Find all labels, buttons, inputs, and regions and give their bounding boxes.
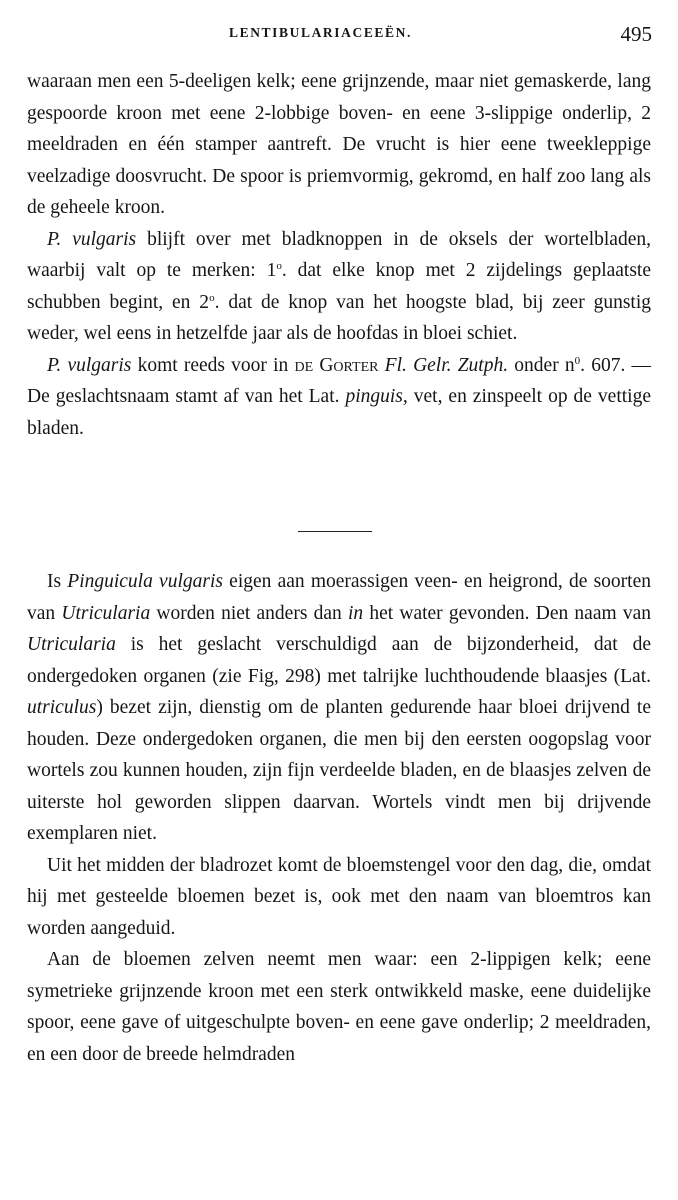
author-name: de Gorter (294, 354, 379, 376)
latin-word: utriculus (27, 697, 97, 718)
paragraph-3-text: onder n (508, 354, 575, 376)
genus-name: Utricularia (27, 634, 116, 655)
italic-word: in (347, 602, 364, 624)
paragraph-2-text: . dat de knop van het hoogste blad, bij zeer gunstig weder, wel eens in hetzelfde jaar als de hoofdas in bloei schiet. (27, 291, 651, 344)
paragraph-4-text: eigen aan moerassigen veen- en heigrond, de soorten van (27, 571, 651, 624)
paragraph-3-text: vet, en zinspeelt op de vettige bladen. (27, 386, 651, 439)
page-header (0, 22, 678, 46)
species-name: P. vulgaris (47, 228, 137, 250)
number-marker: 0 (574, 354, 581, 367)
paragraph-6-text: Aan de bloemen zelven neemt men waar: een 2-lippigen kelk; eene symetrieke grijnzende kroon met een sterk ontwikkeld maske, eene duidelijke spoor, eene gave of uitgeschulpte boven- en eene gave onderlip; 2 meeldraden, en een door de breede helmdraden (27, 949, 651, 1065)
paragraph-4-text: het water gevonden. Den naam van (363, 602, 652, 624)
paragraph-4 (27, 566, 651, 850)
paragraph-3-text: . 607. — De geslachtsnaam stamt af van het Lat. (27, 354, 652, 407)
ordinal-marker: o (276, 260, 282, 272)
book-title: Fl. Gelr. Zutph. (384, 354, 509, 376)
paragraph-3-text: komt reeds voor in (131, 354, 295, 376)
paragraph-1-text: waaraan men een 5-deeligen kelk; eene grijnzende, maar niet gemaskerde, lang gespoorde kroon met eene 2-lobbige boven- en eene 3-slippige onderlip, 2 meeldraden en één stamper aantreft. De vrucht is hier eene tweekleppige veelzadige doosvrucht. De spoor is priemvormig, gekromd, en half zoo lang als de geheele kroon. (27, 71, 651, 218)
ordinal-marker: o (209, 291, 215, 304)
page-number: 495 (620, 22, 652, 46)
running-title: LENTIBULARIACEEËN. (229, 25, 412, 40)
paragraph-4-text: ) bezet zijn, dienstig om de planten gedurende haar bloei drijvend te houden. Deze ondergedoken organen, die men bij den eersten oogopslag voor wortels zou kunnen houden, zijn fijn verdeelde bladen, en de blaasjes zelven de uiterste hol geworden slippen daarvan. Wortels vindt men bij drijvende exemplaren niet. (27, 697, 651, 844)
text-block-top (27, 66, 651, 444)
paragraph-2-text: . dat elke knop met 2 zijdelings geplaatste schubben begint, en 2 (27, 260, 651, 313)
paragraph-4-text: worden niet anders dan (150, 602, 348, 624)
paragraph-4-text: Is (47, 571, 68, 592)
text-block-bottom (27, 566, 651, 1070)
paragraph-5 (27, 850, 651, 945)
genus-name: Utricularia (61, 602, 151, 624)
paragraph-6 (27, 944, 651, 1070)
section-divider (298, 531, 372, 532)
paragraph-1 (27, 66, 651, 224)
paragraph-3 (27, 350, 651, 445)
species-name: P. vulgaris (47, 354, 132, 376)
paragraph-2-text: blijft over met bladknoppen in de oksels der wortelbladen, waarbij valt op te merken: 1 (27, 228, 651, 281)
paragraph-2 (27, 224, 651, 350)
paragraph-4-text: is het geslacht verschuldigd aan de bijzonderheid, dat de ondergedoken organen (zie Fig, 298) met talrijke luchthoudende blaasjes (Lat. (27, 634, 651, 687)
species-name: Pinguicula vulgaris (67, 571, 223, 592)
latin-word: pinguis, (345, 386, 408, 407)
paragraph-5-text: Uit het midden der bladrozet komt de bloemstengel voor den dag, die, omdat hij met gesteelde bloemen bezet is, ook met den naam van bloemtros kan worden aangeduid. (27, 854, 651, 939)
